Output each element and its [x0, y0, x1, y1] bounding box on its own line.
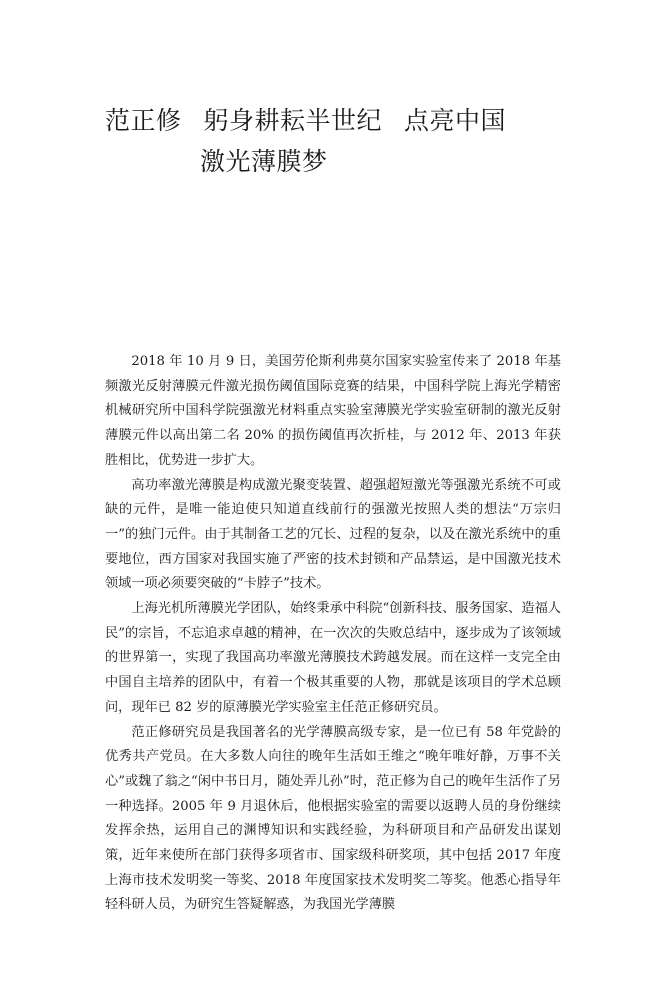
article-body	[105, 350, 561, 918]
article-title	[105, 100, 575, 182]
title-phrase-2: 点亮中国	[404, 106, 507, 135]
title-line-2: 激光薄膜梦	[200, 147, 328, 176]
paragraph-3: 上海光机所薄膜光学团队，始终秉承中科院“创新科技、服务国家、造福人民”的宗旨，不忘追求卓越的精神，在一次次的失败总结中，逐步成为了该领域的世界第一，实现了我国高功率激光薄膜技术跨越发展。而在这样一支完全由中国自主培养的团队中，有着一个极其重要的人物，那就是该项目的学术总顾问，现年已 82 岁的原薄膜光学实验室主任范正修研究员。	[105, 601, 561, 715]
paragraph-2: 高功率激光薄膜是构成激光聚变装置、超强超短激光等强激光系统不可或缺的元件，是唯一能迫使只知道直线前行的强激光按照人类的想法“万宗归一”的独门元件。由于其制备工艺的冗长、过程的复杂，以及在激光系统中的重要地位，西方国家对我国实施了严密的技术封锁和产品禁运，是中国激光技术领域一项必须要突破的“卡脖子”技术。	[105, 477, 561, 592]
paragraph-4: 范正修研究员是我国著名的光学薄膜高级专家，是一位已有 58 年党龄的优秀共产党员。在大多数人向往的晚年生活如王维之“晚年唯好静，万事不关心”或魏了翁之“闲中书日月，随处弄儿孙”时，范正修为自己的晚年生活作了另一种选择。2005 年 9 月退休后，他根据实验室的需要以返聘人员的身份继续发挥余热，运用自己的渊博知识和实践经验，为科研项目和产品研发出谋划策，近年来使所在部门获得多项省市、国家级科研奖项，其中包括 2017 年度上海市技术发明奖一等奖、2018 年度国家技术发明奖二等奖。他悉心指导年轻科研人员，为研究生答疑解惑，为我国光学薄膜	[105, 724, 561, 913]
title-line-1	[105, 100, 575, 141]
paragraph-1: 2018 年 10 月 9 日，美国劳伦斯利弗莫尔国家实验室传来了 2018 年基频激光反射薄膜元件激光损伤阈值国际竞赛的结果，中国科学院上海光学精密机械研究所中国科学院强激光材料重点实验室薄膜光学实验室研制的激光反射薄膜元件以高出第二名 20% 的损伤阈值再次折桂，与 2012 年、2013 年获胜相比，优势进一步扩大。	[105, 354, 561, 468]
title-phrase-1: 躬身耕耘半世纪	[203, 106, 383, 135]
title-subject-name: 范正修	[105, 106, 182, 135]
